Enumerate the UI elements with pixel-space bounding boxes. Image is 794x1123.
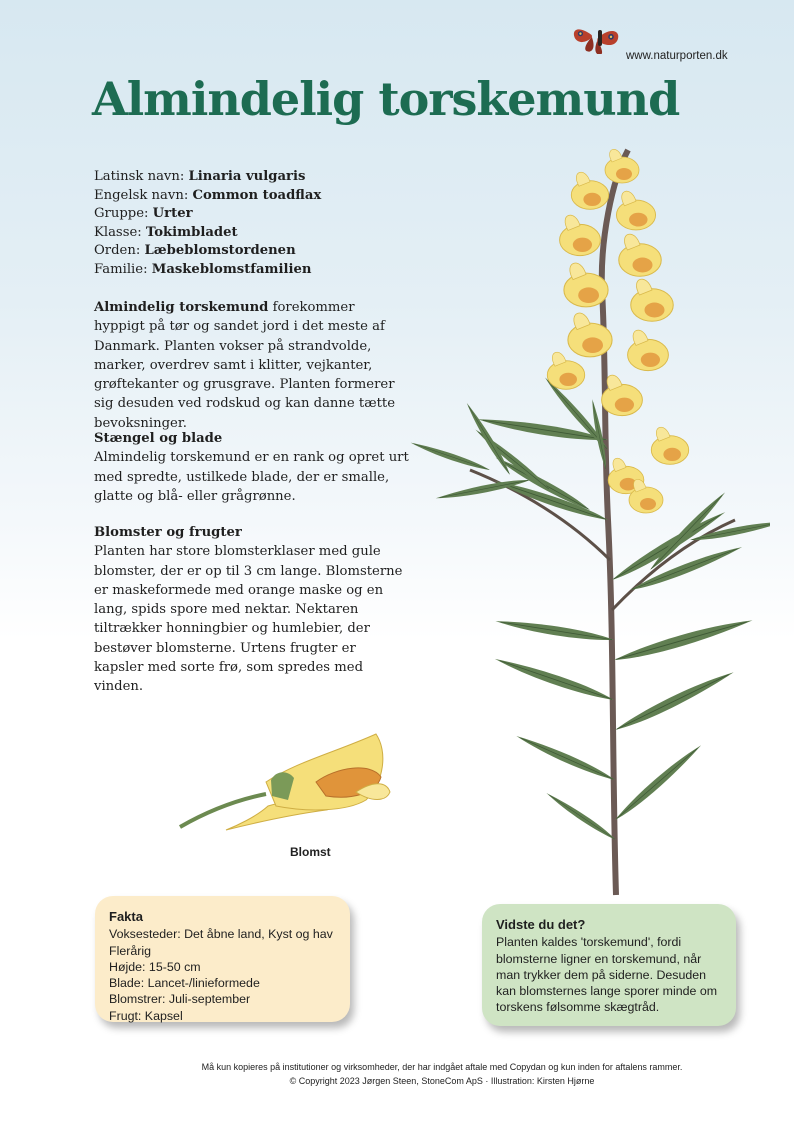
facts-line: Højde: 15-50 cm xyxy=(109,959,201,974)
did-you-know-box xyxy=(482,904,736,1026)
site-url: www.naturporten.dk xyxy=(626,50,728,62)
footer-copyright: © Copyright 2023 Jørgen Steen, StoneCom ApS · Illustration: Kirsten Hjørne xyxy=(289,1076,595,1086)
section-text: Almindelig torskemund er en rank og opret urt med spredte, ustilkede blade, der er smalle, glatte og blå- eller grågrønne. xyxy=(94,450,409,504)
section-heading: Stængel og blade xyxy=(94,431,223,446)
facts-line: Flerårig xyxy=(109,943,151,958)
flower-illustration xyxy=(176,722,396,840)
facts-line: Blade: Lancet-/linieformede xyxy=(109,976,260,991)
page-title: Almindelig torskemund xyxy=(92,72,680,126)
facts-line: Voksesteder: Det åbne land, Kyst og hav xyxy=(109,927,333,942)
flower-caption: Blomst xyxy=(290,845,331,859)
plant-illustration xyxy=(390,140,770,900)
facts-box xyxy=(95,896,350,1022)
facts-line: Frugt: Kapsel xyxy=(109,1008,183,1023)
section-stem-leaves xyxy=(94,429,409,506)
intro-text: forekommer hyppigt på tør og sandet jord i det meste af Danmark. Planten vokser på strandvolde, marker, overdrev samt i klitter, vejkanter, grøftekanter og grusgrave. Planten formerer sig desuden ved rodskud og kan danne tætte bevoksninger. xyxy=(94,300,396,431)
info-english: Engelsk navn: Common toadflax xyxy=(94,187,322,203)
taxonomy-info xyxy=(94,168,321,279)
did-you-know-text: Planten kaldes 'torskemund', fordi blomsterne ligner en torskemund, når man trykker dem på siderne. Desuden kan blomsternes lange sporer minde om torskens følsomme skægtråd. xyxy=(496,935,718,1015)
info-family: Familie: Maskeblomstfamilien xyxy=(94,261,312,277)
facts-heading: Fakta xyxy=(109,909,143,924)
intro-paragraph xyxy=(94,298,409,433)
info-class: Klasse: Tokimbladet xyxy=(94,224,238,240)
facts-line: Blomstrer: Juli-september xyxy=(109,992,251,1007)
section-heading: Blomster og frugter xyxy=(94,525,242,540)
info-order: Orden: Læbeblomstordenen xyxy=(94,243,296,258)
butterfly-logo-icon xyxy=(560,18,640,54)
info-group: Gruppe: Urter xyxy=(94,206,193,221)
did-you-know-heading: Vidste du det? xyxy=(496,917,586,932)
info-latin: Latinsk navn: Linaria vulgaris xyxy=(94,169,306,184)
intro-bold: Almindelig torskemund xyxy=(94,300,269,315)
section-flowers-fruits xyxy=(94,523,409,697)
footer-license: Må kun kopieres på institutioner og virksomheder, der har indgået aftale med Copydan og kun inden for aftalens rammer. xyxy=(201,1062,683,1072)
section-text: Planten har store blomsterklaser med gule blomster, der er op til 3 cm lange. Blomsterne er maskeformede med orange maske og en lang, spids spore med nektar. Nektaren tiltrækker honningbier og humlebier, der bestøver blomsterne. Urtens frugter er kapsler med sorte frø, som spredes med vinden. xyxy=(94,544,403,695)
footer xyxy=(0,1060,794,1088)
